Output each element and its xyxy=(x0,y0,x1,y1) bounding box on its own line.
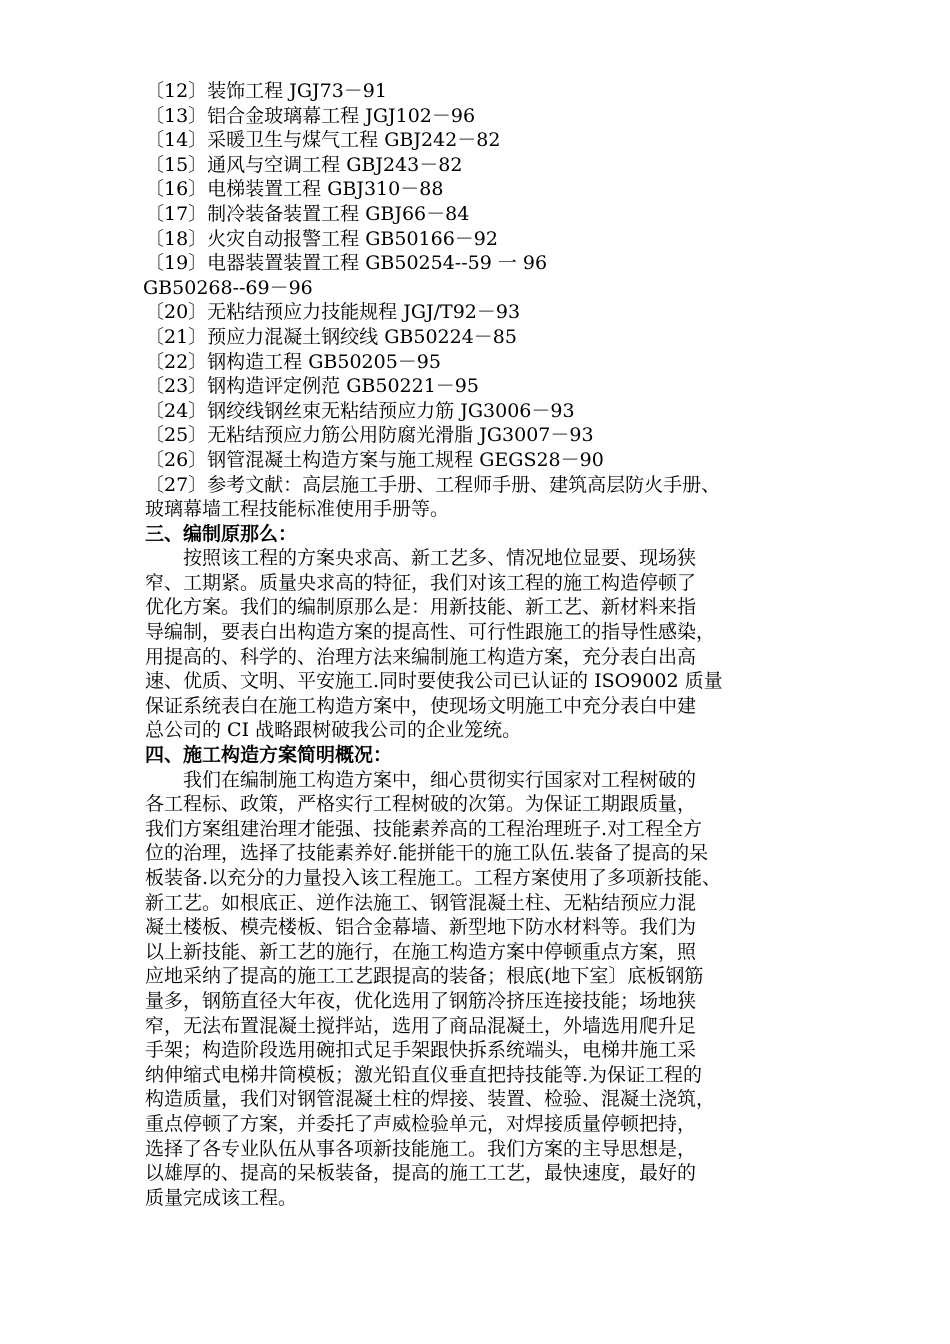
section-4-paragraph xyxy=(145,768,815,1211)
standard-item: 〔14〕采暖卫生与煤气工程 GBJ242－82 xyxy=(145,129,501,152)
paragraph-line: 手架；构造阶段选用碗扣式足手架跟快拆系统端头，电梯井施工采 xyxy=(145,1039,697,1062)
section-4-heading: 四、施工构造方案简明概况： xyxy=(145,744,393,767)
paragraph-line: 纳伸缩式电梯井筒模板；激光铅直仪垂直把持技能等.为保证工程的 xyxy=(145,1063,703,1086)
paragraph-line: 按照该工程的方案央求高、新工艺多、情况地位显要、现场狭 xyxy=(183,547,697,570)
section-3-paragraph xyxy=(145,546,815,743)
standard-item: 〔15〕通风与空调工程 GBJ243－82 xyxy=(145,153,463,176)
standard-item: 〔16〕电梯装置工程 GBJ310－88 xyxy=(145,178,444,201)
paragraph-line: 板装备.以充分的力量投入该工程施工。工程方案使用了多项新技能、 xyxy=(145,867,722,889)
paragraph-line: 速、优质、文明、平安施工.同时要使我公司已认证的 ISO9002 质量 xyxy=(145,670,723,693)
standard-item: 〔12〕装饰工程 JGJ73－91 xyxy=(145,80,387,102)
section-3-heading: 三、编制原那么： xyxy=(145,522,298,545)
standard-item-continuation: GB50268--69－96 xyxy=(143,276,313,299)
paragraph-line: 凝土楼板、模壳楼板、铝合金幕墙、新型地下防水材料等。我们为 xyxy=(145,916,697,939)
paragraph-line: 总公司的 CI 战略跟树破我公司的企业笼统。 xyxy=(145,719,522,742)
paragraph-line: 位的治理，选择了技能素养好.能拼能干的施工队伍.装备了提高的呆 xyxy=(145,842,709,865)
standard-item: 〔27〕参考文献：高层施工手册、工程师手册、建筑高层防火手册、 xyxy=(145,473,721,496)
standard-item-continuation: 玻璃幕墙工程技能标准使用手册等。 xyxy=(145,498,450,521)
paragraph-line: 窄、工期紧。质量央求高的特征，我们对该工程的施工构造停顿了 xyxy=(145,571,697,594)
standards-list xyxy=(145,79,815,522)
paragraph-line: 应地采纳了提高的施工工艺跟提高的装备；根底(地下室〕底板钢筋 xyxy=(145,965,704,988)
standard-item: 〔17〕制冷装备装置工程 GBJ66－84 xyxy=(145,202,470,225)
standard-item: 〔26〕钢管混凝土构造方案与施工规程 GEGS28－90 xyxy=(145,448,604,471)
standard-item: 〔25〕无粘结预应力筋公用防腐光滑脂 JG3007－93 xyxy=(145,424,594,447)
paragraph-line: 我们在编制施工构造方案中，细心贯彻实行国家对工程树破的 xyxy=(183,768,697,791)
standard-item: 〔18〕火灾自动报警工程 GB50166－92 xyxy=(145,227,498,250)
paragraph-line: 导编制，要表白出构造方案的提高性、可行性跟施工的指导性感染， xyxy=(145,621,716,644)
paragraph-line: 保证系统表白在施工构造方案中，使现场文明施工中充分表白中建 xyxy=(145,694,697,717)
standard-item: 〔21〕预应力混凝土钢绞线 GB50224－85 xyxy=(145,325,517,348)
standard-item: 〔13〕铝合金玻璃幕工程 JGJ102－96 xyxy=(145,104,476,127)
paragraph-line: 构造质量，我们对钢管混凝土柱的焊接、装置、检验、混凝土浇筑， xyxy=(145,1088,716,1111)
paragraph-line: 选择了各专业队伍从事各项新技能施工。我们方案的主导思想是， xyxy=(145,1137,697,1160)
standard-item: 〔22〕钢构造工程 GB50205－95 xyxy=(145,350,441,373)
paragraph-line: 各工程标、政策，严格实行工程树破的次第。为保证工期跟质量， xyxy=(145,793,697,816)
paragraph-line: 以上新技能、新工艺的施行，在施工构造方案中停顿重点方案，照 xyxy=(145,940,697,963)
document-page xyxy=(145,79,815,1210)
paragraph-line: 以雄厚的、提高的呆板装备，提高的施工工艺，最快速度，最好的 xyxy=(145,1162,697,1185)
paragraph-line: 量多，钢筋直径大年夜，优化选用了钢筋冷挤压连接技能；场地狭 xyxy=(145,989,697,1012)
standard-item: 〔23〕钢构造评定例范 GB50221－95 xyxy=(145,375,479,398)
standard-item: 〔19〕电器装置装置工程 GB50254--59 一 96 xyxy=(145,252,548,275)
paragraph-line: 质量完成该工程。 xyxy=(145,1186,298,1209)
paragraph-line: 我们方案组建治理才能强、技能素养高的工程治理班子.对工程全方 xyxy=(145,817,703,840)
standard-item: 〔24〕钢绞线钢丝束无粘结预应力筋 JG3006－93 xyxy=(145,399,575,422)
paragraph-line: 窄，无法布置混凝土搅拌站，选用了商品混凝土，外墙选用爬升足 xyxy=(145,1014,697,1037)
paragraph-line: 新工艺。如根底正、逆作法施工、钢管混凝土柱、无粘结预应力混 xyxy=(145,891,697,914)
standard-item: 〔20〕无粘结预应力技能规程 JGJ/T92－93 xyxy=(145,301,521,324)
paragraph-line: 用提高的、科学的、治理方法来编制施工构造方案，充分表白出高 xyxy=(145,645,697,668)
paragraph-line: 优化方案。我们的编制原那么是：用新技能、新工艺、新材料来指 xyxy=(145,596,697,619)
paragraph-line: 重点停顿了方案，并委托了声威检验单元，对焊接质量停顿把持， xyxy=(145,1112,697,1135)
